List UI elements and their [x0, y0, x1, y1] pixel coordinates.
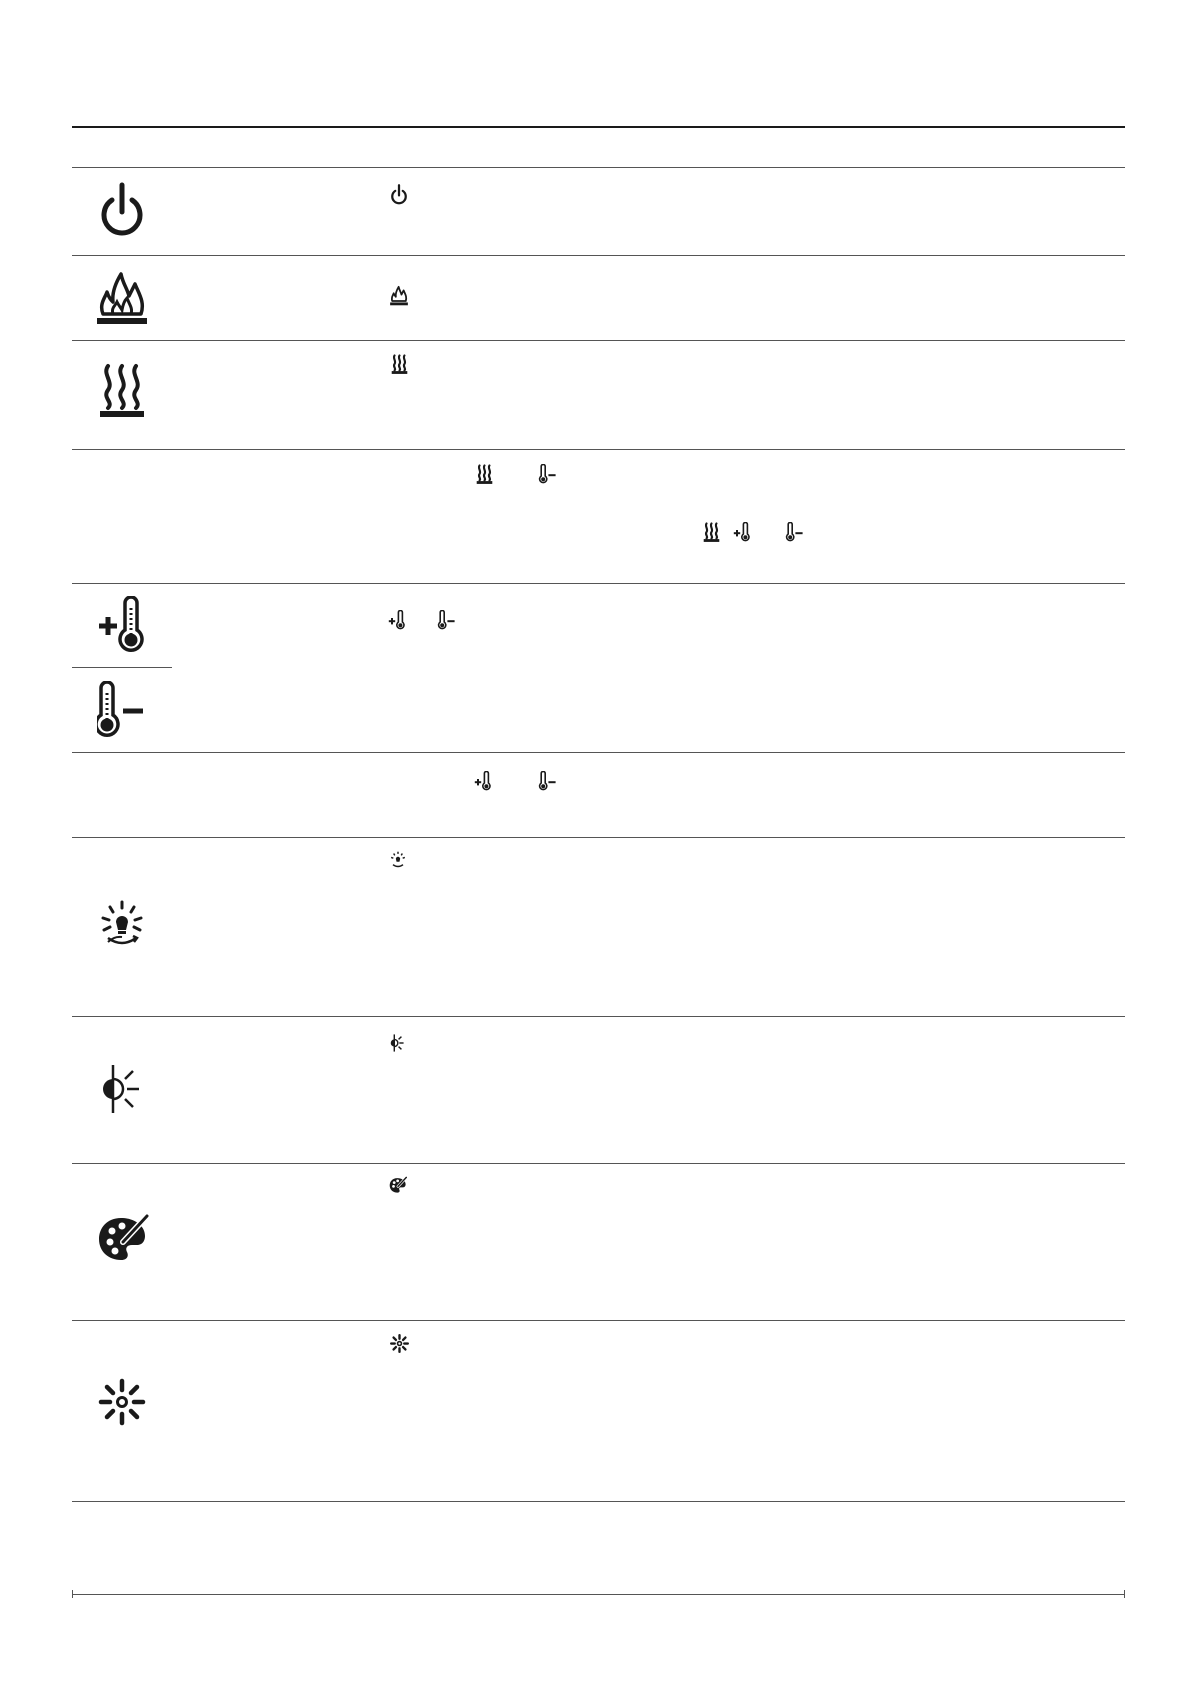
flame-heater-icon — [95, 266, 149, 328]
row-divider — [72, 167, 1125, 168]
row-divider — [72, 449, 1125, 450]
row-divider — [72, 1016, 1125, 1017]
sparkle-sun-icon — [390, 1334, 409, 1353]
footer-tick-right — [1124, 1590, 1125, 1598]
palette-icon — [97, 1212, 149, 1264]
thermometer-plus-icon — [388, 610, 408, 630]
row-divider — [72, 255, 1125, 256]
heat-waves-icon — [703, 522, 720, 542]
palette-icon — [389, 1176, 407, 1194]
row-divider — [72, 1320, 1125, 1321]
row-divider — [72, 1163, 1125, 1164]
thermometer-minus-icon — [538, 464, 558, 484]
half-sun-icon — [101, 1063, 143, 1115]
row-divider — [72, 583, 1125, 584]
thermometer-minus-icon — [538, 771, 558, 791]
thermometer-minus-icon — [97, 681, 149, 737]
heat-waves-icon — [476, 464, 493, 484]
thermometer-minus-icon — [785, 522, 805, 542]
cell-divider — [72, 667, 172, 668]
bulb-rotate-icon — [100, 900, 144, 950]
thermometer-minus-icon — [437, 610, 457, 630]
header-rule — [72, 126, 1125, 128]
heat-waves-icon — [98, 362, 146, 418]
footer-rule — [72, 1594, 1125, 1595]
thermometer-plus-icon — [474, 771, 494, 791]
power-icon — [390, 184, 408, 206]
flame-heater-icon — [389, 284, 409, 306]
row-divider — [72, 1501, 1125, 1502]
heat-waves-icon — [391, 354, 408, 374]
row-divider — [72, 837, 1125, 838]
thermometer-plus-icon — [97, 596, 149, 652]
power-icon — [98, 182, 146, 240]
row-divider — [72, 340, 1125, 341]
sparkle-sun-icon — [98, 1378, 146, 1426]
half-sun-icon — [390, 1033, 405, 1053]
thermometer-plus-icon — [733, 522, 753, 542]
bulb-rotate-icon — [390, 851, 406, 869]
footer-tick-left — [72, 1590, 73, 1598]
row-divider — [72, 752, 1125, 753]
